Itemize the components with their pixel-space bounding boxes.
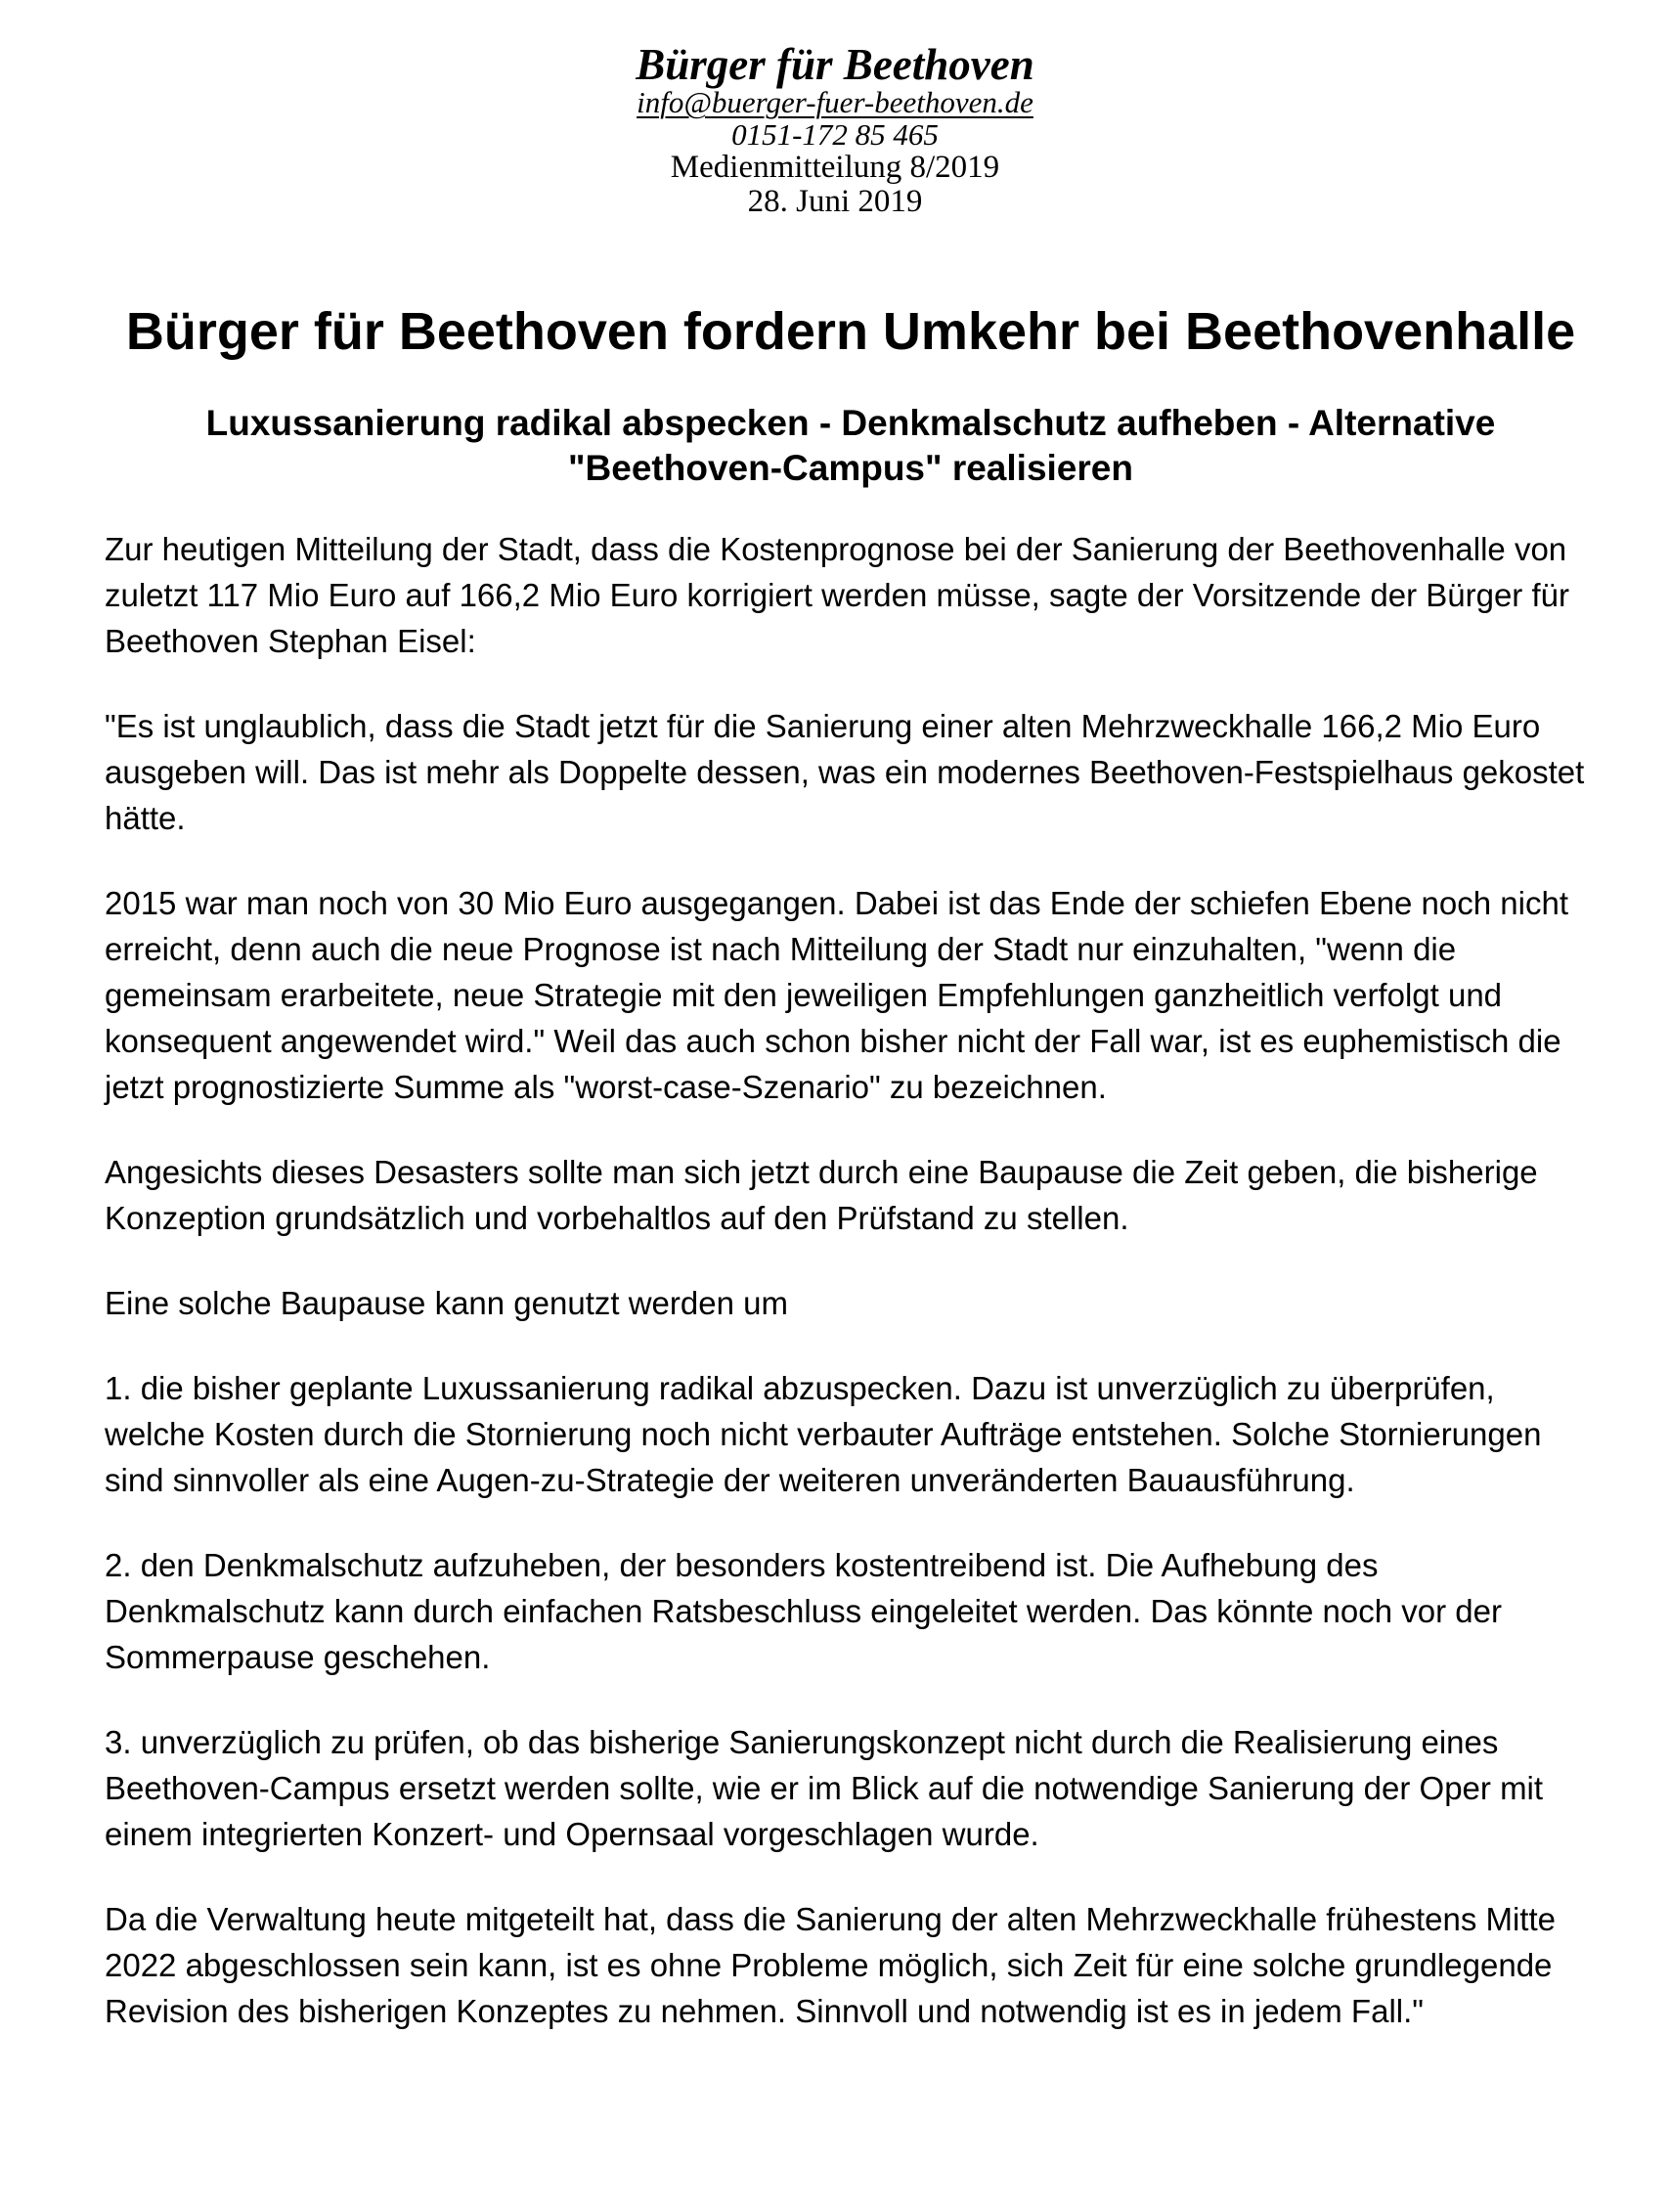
email-link[interactable]: info@buerger-fuer-beethoven.de (637, 85, 1033, 119)
body-paragraph-1: Zur heutigen Mitteilung der Stadt, dass die Kostenprognose bei der Sanierung der Beethovenhalle von zuletzt 117 Mio Euro auf 166,2 Mio Euro korrigiert werden müsse, sagte der Vorsitzende der Bürger für Beethoven Stephan Eisel: (105, 531, 1569, 659)
body-paragraph-4: Angesichts dieses Desasters sollte man sich jetzt durch eine Baupause die Zeit geben, die bisherige Konzeption grundsätzlich und vorbehaltlos auf den Prüfstand zu stellen. (105, 1154, 1538, 1236)
letterhead (73, 40, 1597, 219)
body-paragraph-item-1: 1. die bisher geplante Luxussanierung radikal abzuspecken. Dazu ist unverzüglich zu überprüfen, welche Kosten durch die Stornierung noch nicht verbauter Aufträge entstehen. Solche Stornierungen sind sinnvoller als eine Augen-zu-Strategie der weiteren unveränderten Bauausführung. (105, 1370, 1542, 1498)
body-paragraph-2: "Es ist unglaublich, dass die Stadt jetzt für die Sanierung einer alten Mehrzweckhalle 166,2 Mio Euro ausgeben will. Das ist mehr als Doppelte dessen, was ein modernes Beethoven-Festspielhaus gekostet hätte. (105, 708, 1585, 836)
letterhead-release-label: Medienmitteilung 8/2019 (670, 150, 1000, 185)
subheadline: Luxussanierung radikal abspecken - Denkmalschutz aufheben - Alternative "Beethoven-Campus" realisieren (205, 403, 1496, 488)
headline: Bürger für Beethoven fordern Umkehr bei Beethovenhalle (125, 302, 1576, 361)
body-text (105, 526, 1597, 2034)
body-paragraph-item-3: 3. unverzüglich zu prüfen, ob das bisherige Sanierungskonzept nicht durch die Realisierung eines Beethoven-Campus ersetzt werden sollte, wie er im Blick auf die notwendige Sanierung der Oper mit einem integrierten Konzert- und Opernsaal vorgeschlagen wurde. (105, 1724, 1544, 1852)
body-paragraph-item-2: 2. den Denkmalschutz aufzuheben, der besonders kostentreibend ist. Die Aufhebung des Denkmalschutz kann durch einfachen Ratsbeschluss eingeleitet werden. Das könnte noch vor der Sommerpause geschehen. (105, 1547, 1502, 1675)
letterhead-org-name: Bürger für Beethoven (636, 40, 1034, 89)
body-paragraph-closing: Da die Verwaltung heute mitgeteilt hat, dass die Sanierung der alten Mehrzweckhalle frühestens Mitte 2022 abgeschlossen sein kann, ist es ohne Probleme möglich, sich Zeit für eine solche grundlegende Revision des bisherigen Konzeptes zu nehmen. Sinnvoll und notwendig ist es in jedem Fall." (105, 1901, 1557, 2029)
letterhead-email-line (73, 86, 1597, 118)
letterhead-date: 28. Juni 2019 (747, 184, 923, 219)
body-paragraph-3: 2015 war man noch von 30 Mio Euro ausgegangen. Dabei ist das Ende der schiefen Ebene noch nicht erreicht, denn auch die neue Prognose ist nach Mitteilung der Stadt nur einzuhalten, "wenn die gemeinsam erarbeitete, neue Strategie mit den jeweiligen Empfehlungen ganzheitlich verfolgt und konsequent angewendet wird." Weil das auch schon bisher nicht der Fall war, ist es euphemistisch die jetzt prognostizierte Summe als "worst-case-Szenario" zu bezeichnen. (105, 885, 1568, 1105)
body-paragraph-5: Eine solche Baupause kann genutzt werden um (105, 1285, 788, 1321)
letterhead-phone: 0151-172 85 465 (731, 117, 939, 152)
